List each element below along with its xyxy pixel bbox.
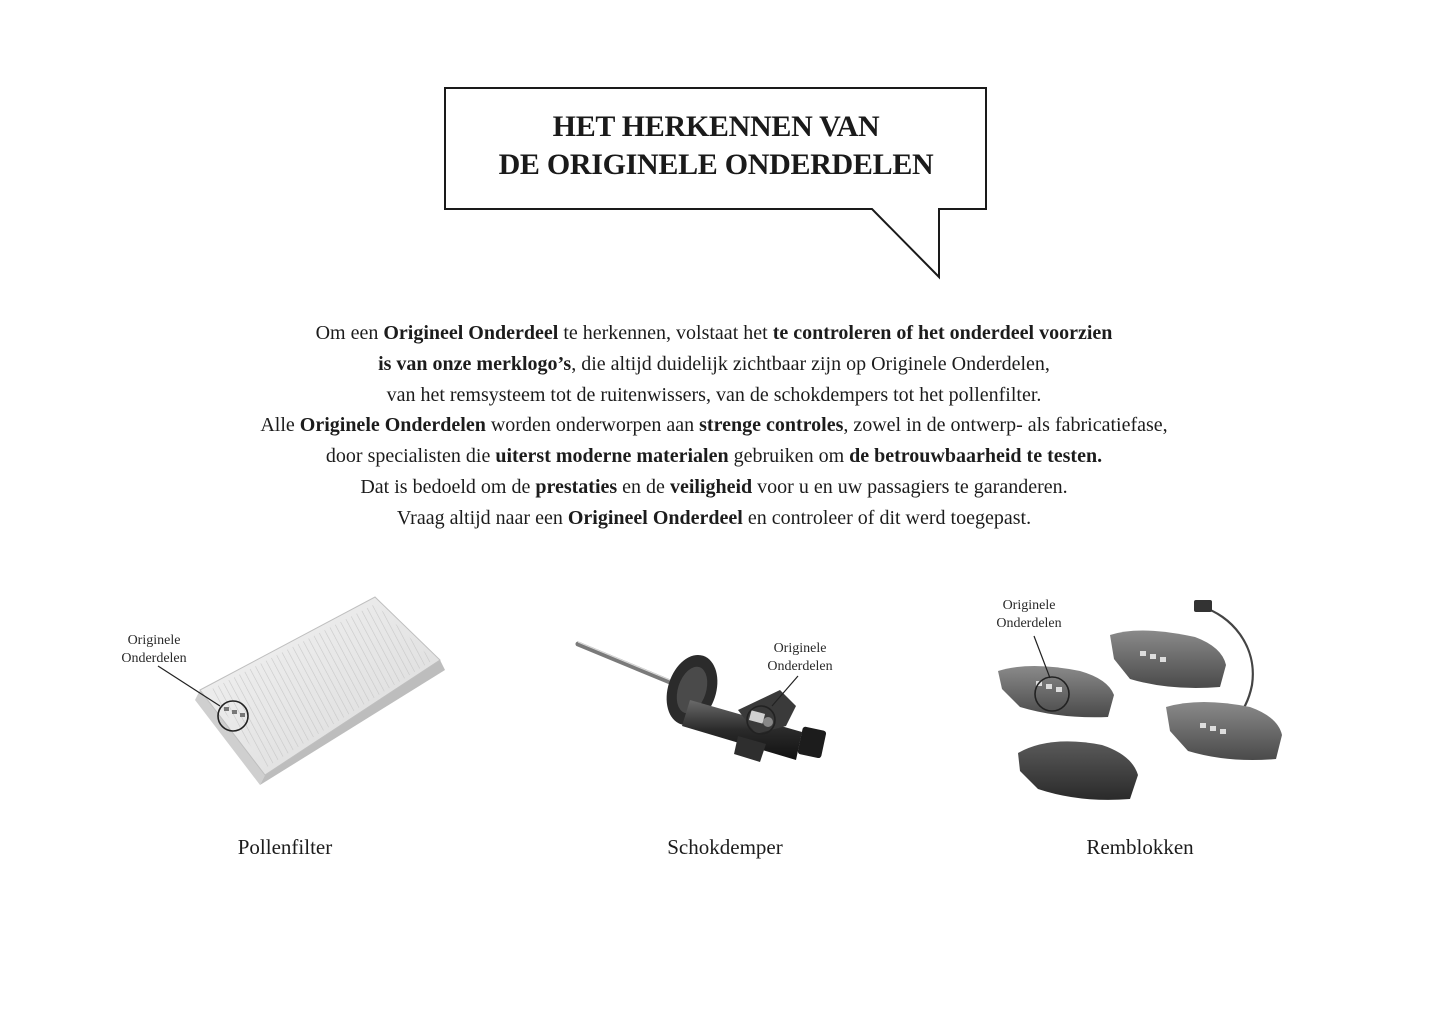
pollenfilter-callout-marker [150,660,260,770]
intro-paragraph [120,318,1308,534]
intro-line [120,318,1308,349]
intro-line [120,472,1308,503]
callout-line-2: Onderdelen [121,651,187,666]
intro-bold-text: Originele Onderdelen [299,414,486,437]
title-line-1: HET HERKENNEN VAN [552,110,880,143]
intro-bold-text: veiligheid [669,475,753,498]
intro-line [120,410,1308,441]
intro-line [120,441,1308,472]
intro-text: te herkennen, volstaat het [558,322,773,344]
intro-text: Alle [260,414,300,437]
intro-bold-text: is van onze merklogo’s [378,352,572,375]
intro-text: voor u en uw passagiers te garanderen. [752,475,1068,498]
callout-line-1: Originele [127,633,181,648]
intro-line [120,349,1308,380]
intro-bold-text: Origineel Onderdeel [383,322,559,344]
intro-bold-text: prestaties [535,475,618,498]
intro-text: , die altijd duidelijk zichtbaar zijn op Originele Onderdelen, [571,352,1050,375]
intro-text: worden onderworpen aan [485,414,700,437]
intro-line [120,503,1308,534]
intro-bold-text: de betrouwbaarheid te testen. [849,445,1103,468]
intro-bold-text: strenge controles [699,414,844,437]
intro-line [120,380,1308,411]
intro-text: gebruiken om [728,445,850,468]
schokdemper-caption: Schokdemper [667,835,783,859]
callout-line-1: Originele [773,641,827,656]
remblokken-callout [984,597,1074,633]
intro-text: Om een [315,322,384,344]
title-line-2: DE ORIGINELE ONDERDELEN [498,148,934,181]
intro-bold-text: Origineel Onderdeel [567,506,743,529]
intro-text: Vraag altijd naar een [396,506,568,529]
intro-text: van het remsysteem tot de ruitenwissers, van de schokdempers tot het pollenfilter. [386,383,1042,406]
callout-line-2: Onderdelen [996,616,1062,631]
callout-line-2: Onderdelen [767,659,833,674]
intro-text: door specialisten die [325,445,496,468]
intro-text: Dat is bedoeld om de [360,475,536,498]
intro-bold-text: te controleren of het onderdeel voorzien [772,322,1113,344]
callout-line-1: Originele [1002,598,1056,613]
schokdemper-callout-marker [740,670,820,750]
page-title [446,108,986,184]
intro-bold-text: uiterst moderne materialen [495,445,729,468]
intro-text: en controleer of dit werd toegepast. [742,506,1032,529]
remblokken-caption: Remblokken [1086,835,1194,859]
remblokken-callout-marker [1020,630,1100,720]
pollenfilter-caption: Pollenfilter [237,835,333,859]
intro-text: , zowel in de ontwerp- als fabricatiefase, [843,414,1168,437]
intro-text: en de [617,475,670,498]
